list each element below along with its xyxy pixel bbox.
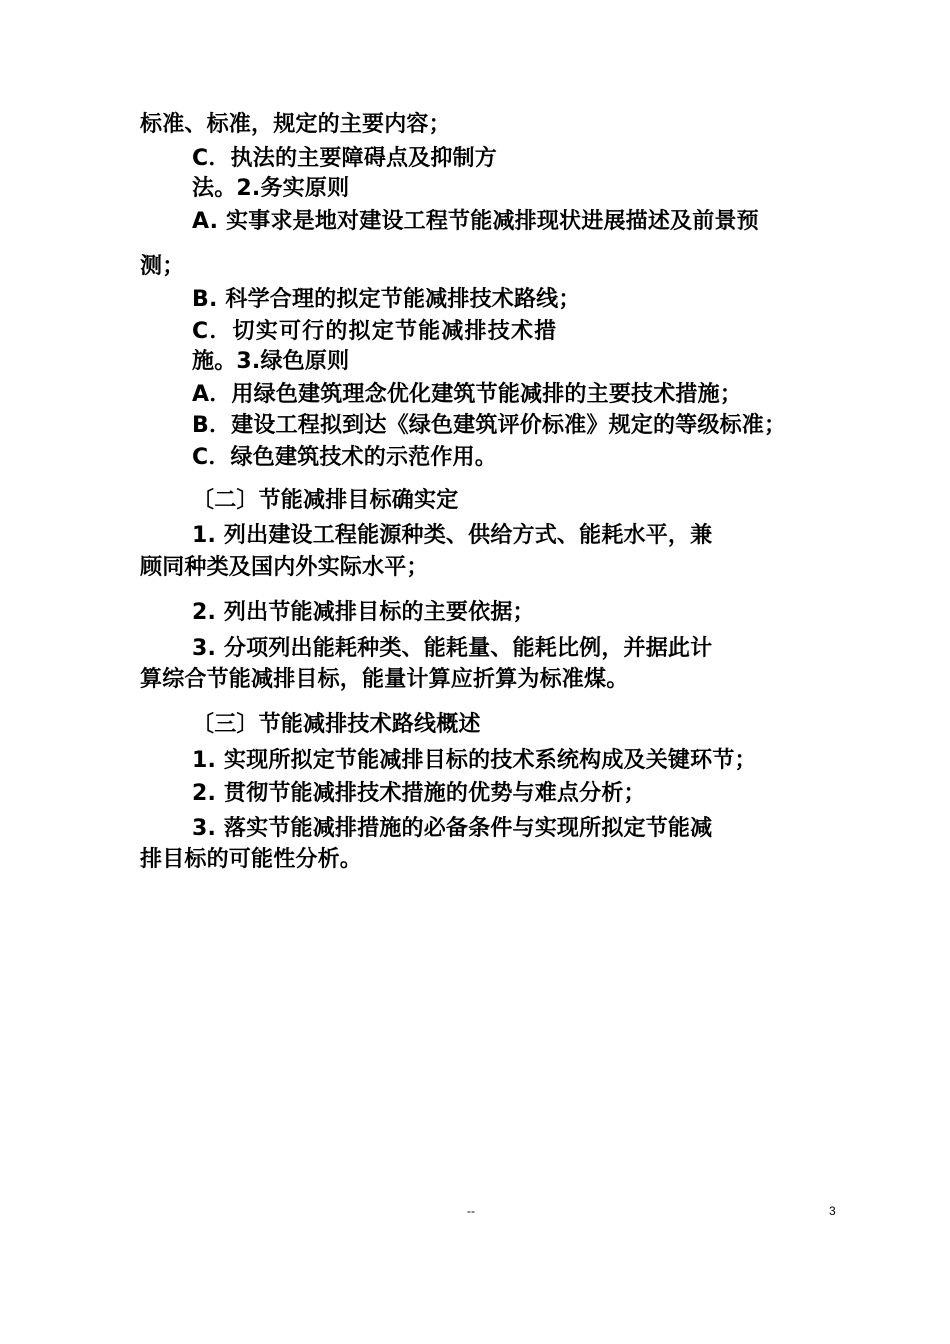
text-line: 3. 分项列出能耗种类、能耗量、能耗比例，并据此计 xyxy=(192,636,713,661)
footer-dash: -- xyxy=(467,1204,475,1218)
text-line: 标准、标准，规定的主要内容； xyxy=(140,112,451,137)
text-line: A．用绿色建筑理念优化建筑节能减排的主要技术措施； xyxy=(192,382,743,407)
text-line: 法。2.务实原则 xyxy=(192,176,350,201)
text-line: 算综合节能减排目标，能量计算应折算为标准煤。 xyxy=(140,667,629,692)
text-line: B. 科学合理的拟定节能减排技术路线； xyxy=(192,287,581,312)
section-heading: 〔二〕节能减排目标确实定 xyxy=(192,488,459,513)
text-line: 顾同种类及国内外实际水平； xyxy=(140,555,429,580)
text-line: A. 实事求是地对建设工程节能减排现状进展描述及前景预 xyxy=(192,209,759,234)
text-line: 3. 落实节能减排措施的必备条件与实现所拟定节能减 xyxy=(192,816,713,841)
text-line: 2. 贯彻节能减排技术措施的优势与难点分析； xyxy=(192,781,646,806)
text-line: C．执法的主要障碍点及抑制方 xyxy=(192,146,497,171)
text-line: C．绿色建筑技术的示范作用。 xyxy=(192,445,497,470)
page-number: 3 xyxy=(829,1204,836,1218)
text-line: 测； xyxy=(140,254,185,279)
text-line: 1. 列出建设工程能源种类、供给方式、能耗水平，兼 xyxy=(192,523,713,548)
text-line: 排目标的可能性分析。 xyxy=(140,847,363,872)
section-heading: 〔三〕节能减排技术路线概述 xyxy=(192,712,481,737)
text-line: B．建设工程拟到达《绿色建筑评价标准》规定的等级标准； xyxy=(192,413,787,438)
text-line: 2. 列出节能减排目标的主要依据； xyxy=(192,600,535,625)
text-line: 1. 实现所拟定节能减排目标的技术系统构成及关键环节； xyxy=(192,748,757,773)
text-line: C．切实可行的拟定节能减排技术措 xyxy=(192,319,558,344)
text-line: 施。3.绿色原则 xyxy=(192,349,350,374)
